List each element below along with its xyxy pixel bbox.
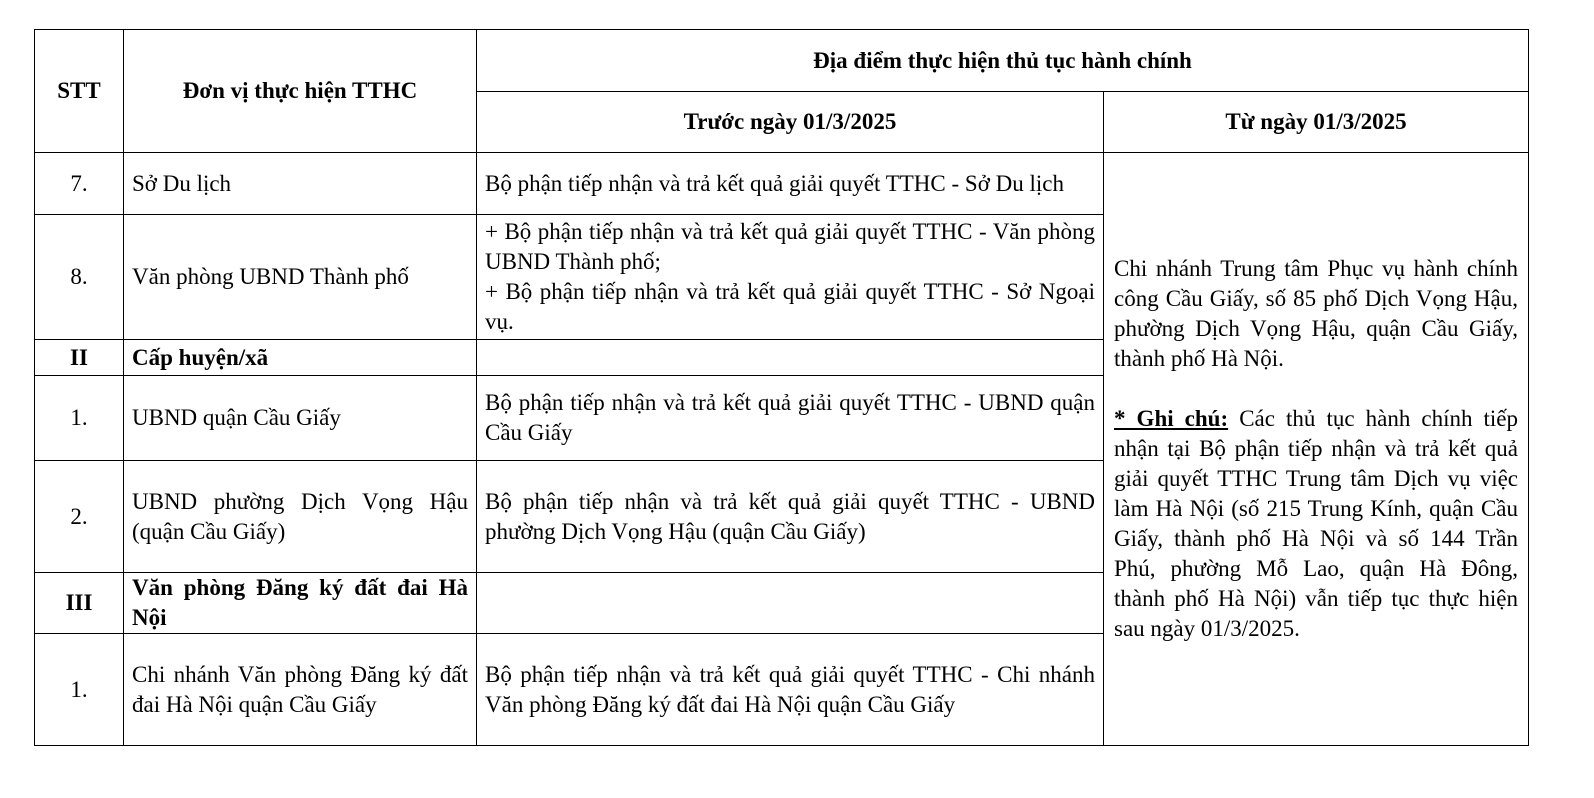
row-unit: UBND quận Cầu Giấy bbox=[124, 376, 477, 461]
row-stt: 8. bbox=[35, 215, 124, 340]
header-unit: Đơn vị thực hiện TTHC bbox=[124, 30, 477, 153]
note-label: * Ghi chú: bbox=[1114, 406, 1229, 431]
section-title: Cấp huyện/xã bbox=[124, 340, 477, 376]
section-stt: III bbox=[35, 573, 124, 634]
row-before: Bộ phận tiếp nhận và trả kết quả giải quyết TTHC - UBND quận Cầu Giấy bbox=[477, 376, 1104, 461]
note-text: Các thủ tục hành chính tiếp nhận tại Bộ phận tiếp nhận và trả kết quả giải quyết TTHC Trung tâm Dịch vụ việc làm Hà Nội (số 215 Trung Kính, quận Cầu Giấy, thành phố Hà Nội và số 144 Trần Phú, phường Mỗ Lao, quận Hà Đông, thành phố Hà Nội) vẫn tiếp tục thực hiện sau ngày 01/3/2025. bbox=[1114, 406, 1519, 641]
row-before: Bộ phận tiếp nhận và trả kết quả giải quyết TTHC - Chi nhánh Văn phòng Đăng ký đất đai Hà Nội quận Cầu Giấy bbox=[477, 634, 1104, 746]
row-stt: 1. bbox=[35, 376, 124, 461]
from-date-cell bbox=[1104, 153, 1529, 746]
empty-cell bbox=[477, 340, 1104, 376]
table-row bbox=[35, 153, 1529, 215]
procedure-location-table bbox=[34, 29, 1529, 746]
row-before-line-1: + Bộ phận tiếp nhận và trả kết quả giải quyết TTHC - Văn phòng UBND Thành phố; bbox=[485, 219, 1095, 274]
empty-cell bbox=[477, 573, 1104, 634]
row-stt: 7. bbox=[35, 153, 124, 215]
row-before: Bộ phận tiếp nhận và trả kết quả giải quyết TTHC - UBND phường Dịch Vọng Hậu (quận Cầu Giấy) bbox=[477, 461, 1104, 573]
section-title: Văn phòng Đăng ký đất đai Hà Nội bbox=[124, 573, 477, 634]
header-stt: STT bbox=[35, 30, 124, 153]
header-from: Từ ngày 01/3/2025 bbox=[1104, 92, 1529, 153]
header-before: Trước ngày 01/3/2025 bbox=[477, 92, 1104, 153]
row-unit: Sở Du lịch bbox=[124, 153, 477, 215]
row-stt: 2. bbox=[35, 461, 124, 573]
from-note bbox=[1114, 404, 1518, 644]
row-before bbox=[477, 215, 1104, 340]
header-location: Địa điểm thực hiện thủ tục hành chính bbox=[477, 30, 1529, 92]
row-before-line-2: + Bộ phận tiếp nhận và trả kết quả giải quyết TTHC - Sở Ngoại vụ. bbox=[485, 279, 1095, 334]
section-stt: II bbox=[35, 340, 124, 376]
row-unit: UBND phường Dịch Vọng Hậu (quận Cầu Giấy) bbox=[124, 461, 477, 573]
from-address: Chi nhánh Trung tâm Phục vụ hành chính công Cầu Giấy, số 85 phố Dịch Vọng Hậu, phường Dịch Vọng Hậu, quận Cầu Giấy, thành phố Hà Nội. bbox=[1114, 256, 1519, 371]
row-unit: Chi nhánh Văn phòng Đăng ký đất đai Hà Nội quận Cầu Giấy bbox=[124, 634, 477, 746]
row-unit: Văn phòng UBND Thành phố bbox=[124, 215, 477, 340]
row-before: Bộ phận tiếp nhận và trả kết quả giải quyết TTHC - Sở Du lịch bbox=[477, 153, 1104, 215]
row-stt: 1. bbox=[35, 634, 124, 746]
